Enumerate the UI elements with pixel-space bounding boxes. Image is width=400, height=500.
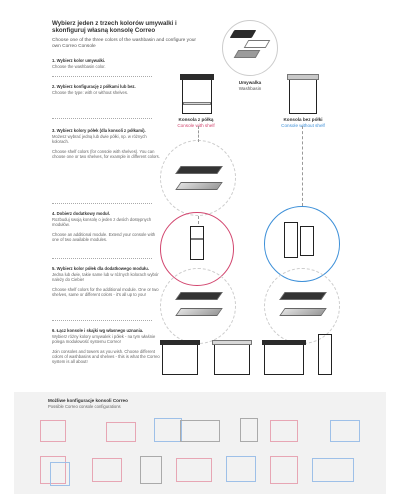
tower-frame: [318, 334, 332, 375]
console-without-shelf-label: [268, 117, 338, 128]
shelf-option: [175, 182, 223, 190]
console-frame: [264, 345, 304, 375]
step-2: [52, 84, 162, 95]
step-4-english: Choose an additional module. Extend your console with one of two available modules.: [52, 231, 156, 242]
washbasin-label-en: Washbasin: [238, 85, 262, 91]
console-frame: [214, 345, 250, 375]
module-shelf-circle: [160, 268, 236, 344]
divider: [52, 258, 152, 259]
divider: [52, 76, 152, 77]
with-shelf-label-pl: Konsola z półką: [178, 117, 214, 122]
step-1: [52, 58, 162, 69]
washbasin-white: [244, 40, 271, 48]
configurations-subtitle: Possible Correo console configurations: [48, 404, 121, 409]
module-shelf-circle: [264, 268, 340, 344]
step-5-polish-body: Jedna lub dwie, takie same lub w różnych kolorach wybór należy do Ciebie!: [52, 272, 159, 283]
shelf-option: [175, 166, 223, 174]
shelf-option: [175, 308, 223, 316]
configuration-sketch: [240, 418, 258, 442]
step-3: [52, 128, 162, 159]
shelf-choice-circle: [160, 140, 236, 216]
step-3-title: 3. Wybierz kolory półek (dla konsoli z półkami).: [52, 128, 146, 133]
shelf-option: [175, 292, 223, 300]
divider: [52, 320, 152, 321]
step-3-english: Choose shelf colors (for console with shelves). You can choose one or two shelves, for example in different colors.: [52, 148, 160, 159]
washbasin-label-pl: Umywalka: [238, 80, 262, 85]
module-frame: [284, 222, 298, 258]
module-shelf: [191, 238, 203, 240]
configuration-sketch: [226, 456, 256, 482]
configuration-sketch: [176, 458, 212, 482]
connector-line: [198, 126, 199, 142]
configuration-sketch: [40, 420, 66, 442]
step-4-polish-body: Rozbuduj swoją konsolę o jeden z dwóch dostępnych modułów.: [52, 217, 152, 228]
page-title: Wybierz jeden z trzech kolorów umywalki i skonfiguruj własną konsolę Correo: [52, 20, 177, 35]
step-6-title: 6. Łącz konsole i skajki wg własnego uznania.: [52, 328, 144, 333]
step-6: [52, 328, 162, 364]
step-1-title: 1. Wybierz kolor umywalki.: [52, 58, 106, 63]
console-frame: [182, 80, 212, 114]
configuration-sketch: [180, 420, 220, 442]
configuration-sketch: [270, 456, 298, 484]
configurations-title: Możliwe konfiguracje konsoli Correo: [48, 398, 128, 403]
shelf-option: [279, 292, 327, 300]
step-5-english: Choose shelf colors for the additional module. One or two shelves, same or different colors - it's all up to you!: [52, 286, 159, 297]
step-5: [52, 266, 162, 297]
step-4-title: 4. Dobierz dodatkowy moduł.: [52, 211, 110, 216]
without-shelf-label-pl: Konsola bez półki: [283, 117, 323, 122]
washbasin-circle: [222, 20, 278, 76]
shelf-option: [279, 308, 327, 316]
console-with-shelf-label: [164, 117, 228, 128]
washbasin-grey: [234, 50, 261, 58]
step-2-title: 2. Wybierz konfigurację z półkami lub bez.: [52, 84, 136, 89]
washbasin-black: [230, 30, 257, 38]
module-frame: [300, 226, 314, 256]
step-2-english: Choose the type: with or without shelves.: [52, 90, 129, 96]
divider: [52, 203, 152, 204]
configuration-sketch: [106, 422, 136, 442]
console-frame: [289, 80, 317, 114]
with-shelf-label-en: Console with shelf: [177, 122, 215, 128]
step-6-polish-body: Wybierz różny kolory umywalek i półek - na tym właśnie polega modułowość systemu Correo!: [52, 334, 156, 345]
step-1-english: Choose the washbasin color.: [52, 64, 106, 70]
washbasin-label: [218, 80, 282, 91]
configuration-sketch: [270, 420, 298, 442]
step-6-english: Join consoles and towers as you wish. Choose different colors of washbasins and shelves - this is what the Correo system is all about!: [52, 348, 160, 365]
configuration-sketch: [92, 458, 122, 482]
console-shelf: [183, 102, 211, 105]
console-frame: [162, 345, 198, 375]
page-subtitle: Choose one of the three colors of the washbasin and configure your own Correo Console: [52, 38, 196, 49]
step-3-polish-body: Możesz wybrać jedną lub dwie półki, np. w różnych kolorach.: [52, 134, 147, 145]
configuration-sketch: [140, 456, 162, 484]
connector-line: [302, 126, 303, 206]
divider: [52, 118, 152, 119]
without-shelf-label-en: Console without shelf: [281, 122, 325, 128]
configuration-sketch: [330, 420, 360, 442]
configuration-sketch: [50, 462, 70, 486]
module-frame: [190, 226, 204, 260]
step-5-title: 5. Wybierz kolor półek dla dodatkowego modułu.: [52, 266, 149, 271]
step-4: [52, 211, 162, 242]
configuration-sketch: [154, 418, 182, 442]
configuration-sketch: [312, 458, 354, 482]
